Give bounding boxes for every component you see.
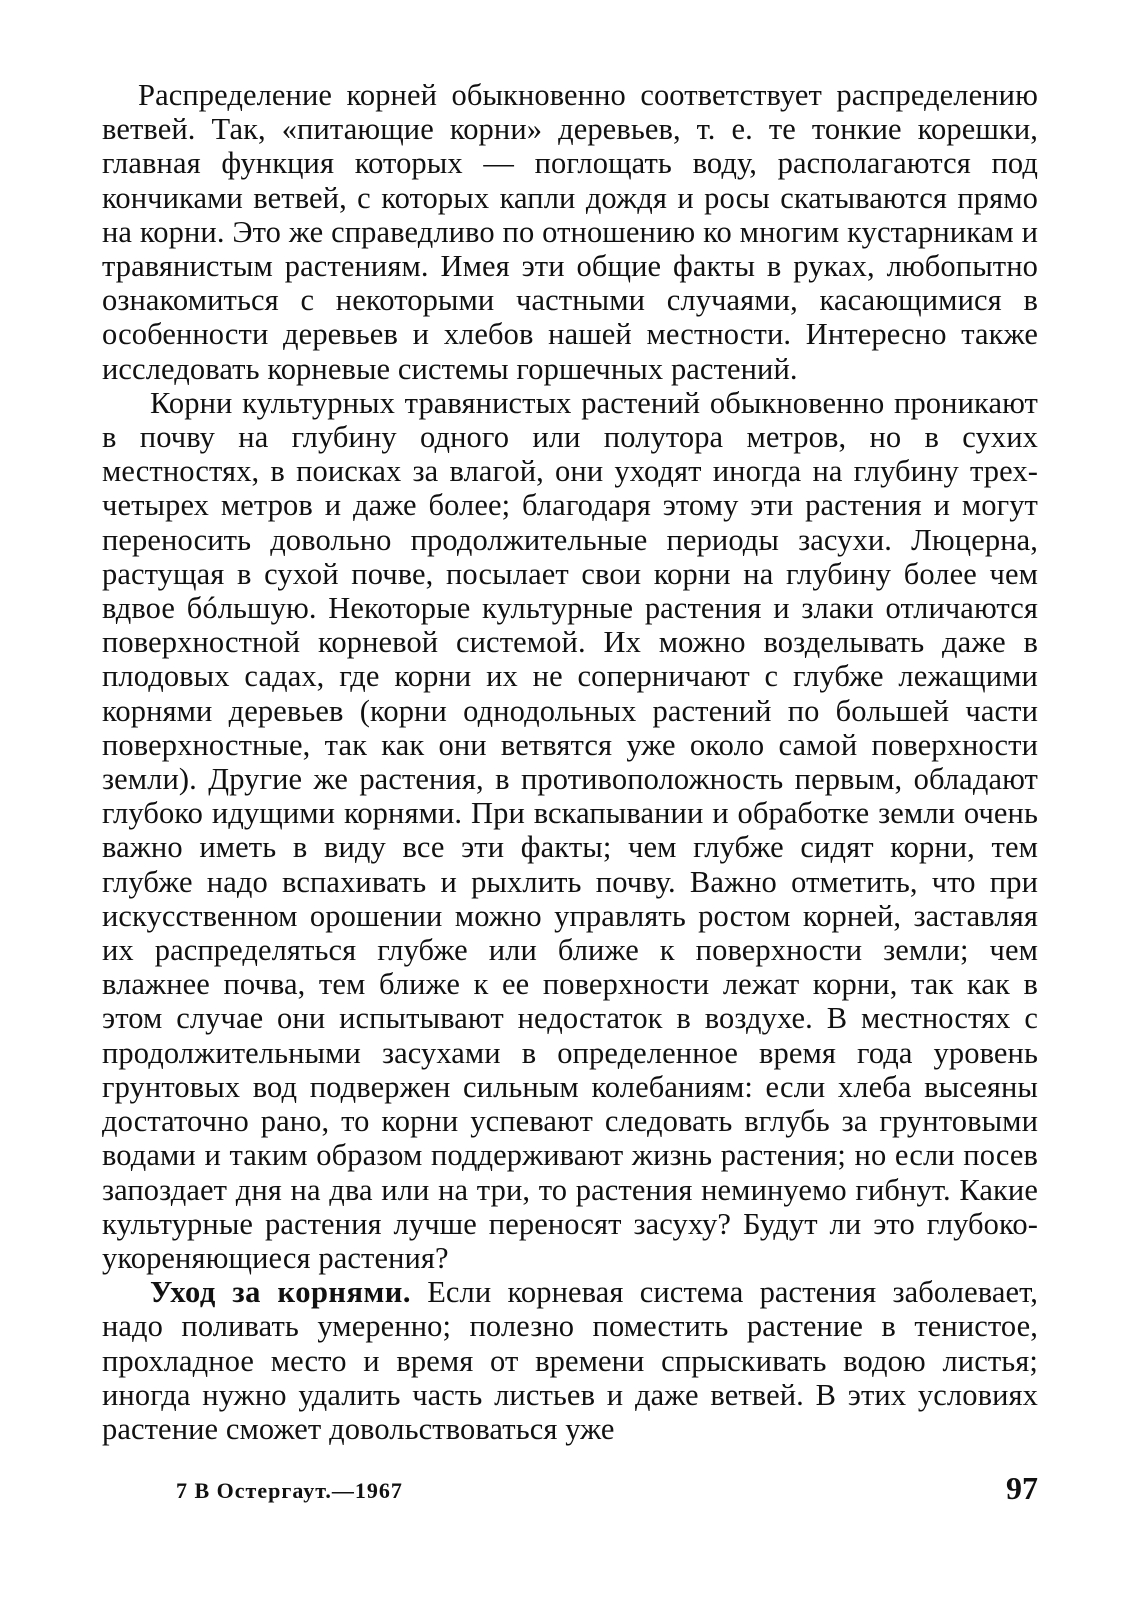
printer-signature: 7 В Остергаут.—1967 bbox=[176, 1478, 403, 1503]
body-text bbox=[102, 78, 1038, 1446]
paragraph-root-distribution: Распределение корней обыкновенно соответствует распределению ветвей. Так, «питающие корни» деревьев, т. е. те тонкие корешки, главная функция которых — поглощать воду, располагаются под кончиками ветвей, с которых капли дождя и росы скатываются прямо на корни. Это же справедливо по отношению ко многим кустарникам и травянистым растениям. Имея эти общие факты в руках, любопытно ознакомиться с некоторыми частными случаями, касающимися в особенности деревьев и хлебов нашей местности. Интересно также исследовать корневые системы горшечных растений. bbox=[102, 78, 1038, 386]
paragraph-cultivated-roots: Корни культурных травянистых растений обыкновенно проникают в почву на глубину одного или полутора метров, но в сухих местностях, в поисках за влагой, они уходят иногда на глубину трех-четырех метров и даже более; благодаря этому эти растения и могут переносить довольно продолжительные периоды засухи. Люцерна, растущая в сухой почве, посылает свои корни на глубину более чем вдвое бóльшую. Некоторые культурные растения и злаки отличаются поверхностной корневой системой. Их можно возделывать даже в плодовых садах, где корни их не соперничают с глубже лежащими корнями деревьев (корни однодольных растений по большей части поверхностные, так как они ветвятся уже около самой поверхности земли). Другие же растения, в противоположность первым, обладают глубоко идущими корнями. При вскапывании и обработке земли очень важно иметь в виду все эти факты; чем глубже сидят корни, тем глубже надо вспахивать и рыхлить почву. Важно отметить, что при искусственном орошении можно управлять ростом корней, заставляя их распределяться глубже или ближе к поверхности земли; чем влажнее почва, тем ближе к ее поверхности лежат корни, так как в этом случае они испытывают недостаток в воздухе. В местностях с продолжительными засухами в определенное время года уровень грунтовых вод подвержен сильным колебаниям: если хлеба высеяны достаточно рано, то корни успевают следовать вглубь за грунтовыми водами и таким образом поддерживают жизнь растения; но если посев запоздает дня на два или на три, то растения неминуемо гибнут. Какие культурные растения лучше переносят засуху? Будут ли это глубоко-укореняющиеся растения? bbox=[102, 385, 1038, 1275]
book-page bbox=[102, 78, 1038, 1608]
page-footer bbox=[102, 1470, 1038, 1510]
page-number: 97 bbox=[1006, 1470, 1038, 1506]
paragraph-root-care bbox=[102, 1275, 1038, 1446]
run-in-heading: Уход за корнями. bbox=[150, 1275, 411, 1310]
paragraph-root-care-text: Если корневая система растения заболевает, надо поливать умеренно; полезно поместить растение в тенистое, прохладное место и время от времени спрыскивать водою листья; иногда нужно удалить часть листьев и даже ветвей. В этих условиях растение сможет довольствоваться уже bbox=[102, 1275, 1038, 1446]
